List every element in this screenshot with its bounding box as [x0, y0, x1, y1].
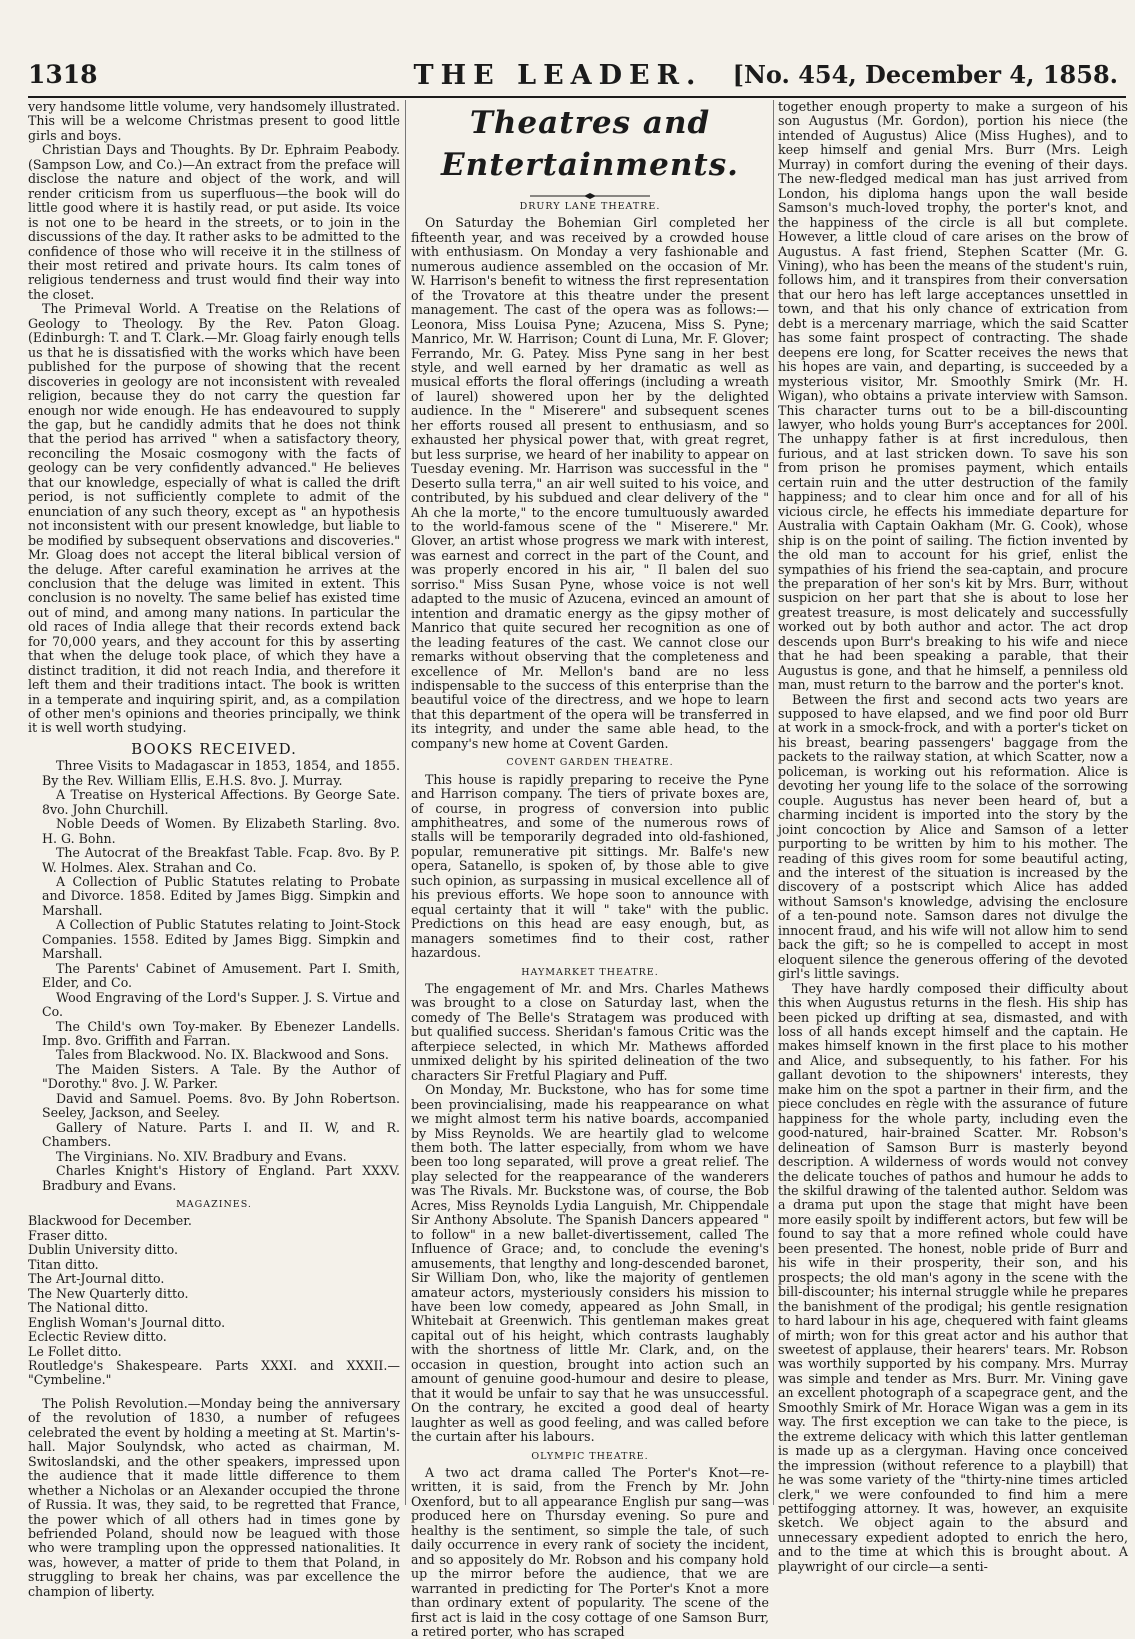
haymarket-heading: HAYMARKET THEATRE. — [521, 966, 659, 978]
magazine-entry: Fraser ditto. — [28, 1227, 108, 1243]
magazine-entry: Routledge's Shakespeare. Parts XXXI. and XXXII.— "Cymbeline." — [28, 1357, 400, 1388]
book-entry: The Virginians. No. XIV. Bradbury and Evans. — [56, 1148, 347, 1164]
masthead — [28, 60, 1128, 100]
book-entry: The Child's own Toy-maker. By Ebenezer Landells. Imp. 8vo. Griffith and Farran. — [42, 1018, 400, 1048]
header-rule — [28, 96, 1126, 98]
olympic-review: A two act drama called The Porter's Knot—re-written, it is said, from the French by Mr. John Oxenford, but to all appearance English pur sang—was produced here on Thursday evening. So pure and healthy is the sentiment, so simple the tale, of such daily occurrence in every rank of society the incident, and so appositely do Mr. Robson and his company hold up the mirror before the audience, that we are warranted in predicting for The Porter's Knot a more than ordinary extent of popularity. The scene of the first act is laid in the cosy cottage of one Samson Burr, a retired porter, who has scraped — [411, 1464, 769, 1639]
magazine-entry: Eclectic Review ditto. — [28, 1329, 167, 1345]
column-divider — [773, 100, 774, 1505]
newspaper-title: THE LEADER. — [413, 60, 703, 91]
magazine-entry: The National ditto. — [28, 1300, 149, 1316]
books-list — [28, 759, 400, 1193]
book-entry: A Collection of Public Statutes relating to Probate and Divorce. 1858. Edited by James Bigg. Simpkin and Marshall. — [42, 874, 400, 918]
page-number: 1318 — [28, 60, 98, 89]
book-entry: Gallery of Nature. Parts I. and II. W, and R. Chambers. — [42, 1119, 400, 1150]
issue-line: [No. 454, December 4, 1858. — [732, 60, 1118, 89]
book-entry: Three Visits to Madagascar in 1853, 1854, and 1855. By the Rev. William Ellis, E.H.S. 8vo. J. Murray. — [42, 758, 400, 788]
book-entry: The Maiden Sisters. A Tale. By the Author of "Dorothy." 8vo. J. W. Parker. — [42, 1061, 400, 1092]
paragraph: very handsome little volume, very handsomely illustrated. This will be a welcome Christmas present to good little girls and boys. — [28, 99, 400, 143]
book-entry: Noble Deeds of Women. By Elizabeth Starling. 8vo. H. G. Bohn. — [42, 816, 400, 846]
covent-garden-review: This house is rapidly preparing to receive the Pyne and Harrison company. The tiers of private boxes are, of course, in progress of conversion into public amphitheatres, and some of the numerous rows of stalls will be temporarily degraded into old-fashioned, popular, remunerative pit sittings. Mr. Balfe's new opera, Satanello, is spoken of, by those able to give such opinion, as surpassing in musical excellence all of his previous efforts. We hope soon to announce with equal certainty that it will " take" with the public. Predictions on this head are easy enough, but, as managers sometimes find to their cost, rather hazardous. — [411, 771, 769, 961]
magazine-entry: The New Quarterly ditto. — [28, 1285, 189, 1301]
magazines-list — [28, 1214, 400, 1387]
ornament-rule — [411, 188, 769, 194]
book-entry: The Parents' Cabinet of Amusement. Part I. Smith, Elder, and Co. — [42, 960, 400, 991]
drury-lane-heading: DRURY LANE THEATRE. — [519, 201, 661, 212]
magazine-entry: English Woman's Journal ditto. — [28, 1314, 226, 1330]
book-entry: David and Samuel. Poems. 8vo. By John Robertson. Seeley, Jackson, and Seeley. — [42, 1090, 400, 1121]
drury-lane-review: On Saturday the Bohemian Girl completed her fifteenth year, and was received by a crowded house with enthusiasm. On Monday a very fashionable and numerous audience assembled on the occasion of Mr. W. Harrison's benefit to witness the first representation of the Trovatore at this theatre under the present management. The cast of the opera was as follows:—Leonora, Miss Louisa Pyne; Azucena, Miss S. Pyne; Manrico, Mr. W. Harrison; Count di Luna, Mr. F. Glover; Ferrando, Mr. G. Patey. Miss Pyne sang in her best style, and well earned by her dramatic as well as musical efforts the floral offerings (including a wreath of laurel) showered upon her by the delighted audience. In the " Miserere" and subsequent scenes her efforts roused all present to enthusiasm, and so exhausted her physical power that, with great regret, but less surprise, we heard of her inability to appear on Tuesday evening. Mr. Harrison was successful in the " Deserto sulla terra," an air well suited to his voice, and contributed, by his subdued and clear delivery of the " Ah che la morte," to the encore tumultuously awarded to the world-famous scene of the " Miserere." Mr. Glover, an artist whose progress we mark with interest, was earnest and correct in the part of the Count, and was properly encored in his air, " Il balen del suo sorriso." Miss Susan Pyne, whose voice is not well adapted to the music of Azucena, evinced an amount of intention and dramatic energy as the gipsy mother of Manrico that quite secured her recognition as one of the leading features of the cast. We cannot close our remarks without observing that the completeness and excellence of Mr. Mellon's band are no less indispensable to the success of this enterprise than the beautiful voice of the directress, and we hope to learn that this department of the opera will be transferred in its integrity, and under the same able head, to the company's new home at Covent Garden. — [411, 215, 769, 751]
olympic-heading: OLYMPIC THEATRE. — [531, 1450, 649, 1462]
column-3 — [778, 99, 1128, 1574]
book-entry: Tales from Blackwood. No. IX. Blackwood and Sons. — [56, 1047, 389, 1063]
haymarket-review: On Monday, Mr. Buckstone, who has for some time been provincialising, made his reappearance on what we might almost term his native boards, accompanied by Miss Reynolds. We are heartily glad to welcome them both. The latter especially, from whom we have been too long separated, will prove a great relief. The play selected for the reappearance of the wanderers was The Rivals. Mr. Buckstone was, of course, the Bob Acres, Miss Reynolds Lydia Languish, Mr. Chippendale Sir Anthony Absolute. The Spanish Dancers appeared " to follow" in a new ballet-divertissement, called The Influence of Grace; and, to conclude the evening's amusements, that lengthy and long-descended baronet, Sir William Don, who, like the majority of gentlemen amateur actors, mysteriously considers his mission to have been low comedy, appeared as John Small, in Whitebait at Greenwich. This gentleman makes great capital out of his height, which contrasts laughably with the shortness of little Mr. Clark, and, on the occasion in question, brought into action such an amount of genuine good-humour and desire to please, that it would be unfair to say that he was unsuccessful. On the contrary, he excited a good deal of hearty laughter as well as good feeling, and was called before the curtain after his labours. — [411, 1082, 769, 1445]
polish-revolution-article: The Polish Revolution.—Monday being the anniversary of the revolution of 1830, a number of refugees celebrated the event by holding a meeting at St. Martin's-hall. Major Soulyndsk, who acted as chairman, M. Switoslandski, and the other speakers, impressed upon the audience that it made little difference to them whether a Nicholas or an Alexander occupied the throne of Russia. It was, they said, to be regretted that France, the power which of all others had in times gone by befriended Poland, should now be leagued with those who were trampling upon the oppressed nationalities. It was, however, a matter of pride to them that Poland, in struggling to break her chains, was par excellence the champion of liberty. — [28, 1395, 400, 1599]
book-entry: Wood Engraving of the Lord's Supper. J. S. Virtue and Co. — [42, 989, 400, 1020]
book-entry: A Collection of Public Statutes relating to Joint-Stock Companies. 1558. Edited by James Bigg. Simpkin and Marshall. — [42, 917, 400, 962]
column-1 — [28, 99, 400, 1599]
olympic-review-continued: together enough property to make a surgeon of his son Augustus (Mr. Gordon), portion his niece (the intended of Augustus) Alice (Miss Hughes), and to keep himself and genial Mrs. Burr (Mrs. Leigh Murray) in comfort during the evening of their days. The new-fledged medical man has just arrived from London, his diploma hangs upon the wall beside Samson's much-loved trophy, the porter's knot, and the happiness of the circle is all but complete. However, a little cloud of care arises on the brow of Augustus. A fast friend, Stephen Scatter (Mr. G. Vining), who has been the means of the student's ruin, follows him, and it transpires from their conversation that our hero has left large acceptances unsettled in town, and that his only chance of extrication from debt is a mercenary marriage, which the said Scatter has some faint prospect of contracting. The shade deepens ere long, for Scatter receives the news that his hopes are vain, and departing, is succeeded by a mysterious visitor, Mr. Smoothly Smirk (Mr. H. Wigan), who obtains a private interview with Samson. This character turns out to be a bill-discounting lawyer, who holds young Burr's acceptances for 200l. The unhappy father is at first incredulous, then furious, and at last stricken down. To save his son from prison he promises payment, which entails certain ruin and the utter destruction of the family happiness; and to clear him once and for all of his vicious circle, he effects his immediate departure for Australia with Captain Oakham (Mr. G. Cook), whose ship is on the point of sailing. The fiction invented by the old man to account for his grief, enlist the sympathies of his friend the sea-captain, and procure the preparation of her son's kit by Mrs. Burr, without suspicion on her part that she is about to lose her greatest treasure, is most delicately and successfully worked out by both author and actor. The act drop descends upon Burr's breaking to his wife and niece that he had been speaking a parable, that their Augustus is gone, and that he himself, a penniless old man, must return to the barrow and the porter's knot. — [778, 99, 1128, 693]
magazine-entry: Dublin University ditto. — [28, 1242, 179, 1258]
book-entry: Charles Knight's History of England. Part XXXV. Bradbury and Evans. — [42, 1163, 400, 1193]
column-divider — [405, 100, 406, 1505]
review-primeval-world: The Primeval World. A Treatise on the Relations of Geology to Theology. By the Rev. Paton Gloag. (Edinburgh: T. and T. Clark.—Mr. Gloag fairly enough tells us that he is dissatisfied with the works which have been published for the purpose of showing that the recent discoveries in geology are not inconsistent with revealed religion, because they do not carry the question far enough nor wide enough. He has endeavoured to supply the gap, but he candidly admits that he does not think that the period has arrived " when a satisfactory theory, reconciling the Mosaic cosmogony with the facts of geology can be very confidently advanced." He believes that our knowledge, especially of what is called the drift period, is not sufficiently complete to admit of the enunciation of any such theory, except as " an hypothesis not inconsistent with our present knowledge, but liable to be modified by subsequent observations and discoveries." Mr. Gloag does not accept the literal biblical version of the deluge. After careful examination he arrives at the conclusion that the deluge was limited in extent. This conclusion is no novelty. The same belief has existed time out of mind, and among many nations. In particular the old races of India allege that their records extend back for 70,000 years, and they account for this by asserting that when the deluge took place, of which they have a distinct tradition, it did not reach India, and therefore it left them and their traditions intact. The book is written in a temperate and inquiring spirit, and, as a compilation of other men's opinions and theories principally, we think it is well worth studying. — [28, 301, 400, 736]
magazine-entry: Blackwood for December. — [28, 1213, 192, 1229]
covent-garden-heading: COVENT GARDEN THEATRE. — [506, 757, 674, 769]
magazine-entry: Le Follet ditto. — [28, 1343, 122, 1359]
olympic-review-continued: They have hardly composed their difficulty about this when Augustus returns in the flesh. His ship has been picked up drifting at sea, dismasted, and with loss of all hands except himself and the captain. He makes himself known in the first place to his mother and Alice, and subsequently, to his father. For his gallant devotion to the shipowners' interests, they make him on the spot a partner in their firm, and the piece concludes en règle with the assurance of future happiness for the whole party, including even the good-natured, hair-brained Scatter. Mr. Robson's delineation of Samson Burr is masterly beyond description. A wilderness of words would not convey the delicate touches of pathos and humour he adds to the skilful drawing of the talented author. Seldom was a drama put upon the stage that might have been more easily spoilt by indifferent actors, but few will be found to say that a more refined whole could have been presented. The honest, noble pride of Burr and his wife in their prosperity, their son, and his prospects; the old man's agony in the scene with the bill-discounter; his internal struggle while he prepares the banishment of the prodigal; his gentle resignation to hard labour in his age, chequered with faint gleams of mirth; won for this great actor and his author that sweetest of applause, their hearers' tears. Mr. Robson was worthily supported by his company. Mrs. Murray was simple and tender as Mrs. Burr. Mr. Vining gave an excellent photograph of a scapegrace gent, and the Smoothly Smirk of Mr. Horace Wigan was a gem in its way. The first exception we can take to the piece, is the extreme delicacy with which this latter gentleman is made up as a clergyman. Having once conceived the impression (without reference to a playbill) that he was some variety of the "thirty-nine times articled clerk," we were confounded to find him a mere pettifogging attorney. It was, however, an exquisite sketch. We object again to the absurd and unnecessary expedient adopted to enrich the hero, and to the time at which this is brought about. A playwright of our circle—a senti- — [778, 980, 1128, 1574]
book-entry: The Autocrat of the Breakfast Table. Fcap. 8vo. By P. W. Holmes. Alex. Strahan and Co. — [42, 845, 400, 875]
ornament-rule-icon — [530, 193, 650, 199]
magazine-entry: Titan ditto. — [28, 1256, 99, 1272]
magazines-heading: MAGAZINES. — [176, 1198, 252, 1210]
section-title: Theatres and Entertainments. — [441, 105, 739, 183]
review-christian-days: Christian Days and Thoughts. By Dr. Ephraim Peabody. (Sampson Low, and Co.)—An extract from the preface will disclose the nature and object of the work, and will render criticism from us superfluous—the book will do little good where it is hastily read, or put aside. Its voice is not one to be heard in the streets, or to join in the discussions of the day. It rather asks to be admitted to the confidence of those who will receive it in the stillness of their most retired and private hours. Its calm tones of religious tenderness and trust would find their way into the closet. — [28, 142, 400, 302]
haymarket-review: The engagement of Mr. and Mrs. Charles Mathews was brought to a close on Saturday last, when the comedy of The Belle's Stratagem was produced with but qualified success. Sheridan's famous Critic was the afterpiece selected, in which Mr. Mathews afforded unmixed delight by his spirited delineation of the two characters Sir Fretful Plagiary and Puff. — [411, 981, 769, 1083]
magazine-entry: The Art-Journal ditto. — [28, 1271, 165, 1287]
column-2 — [411, 100, 769, 1639]
books-received-heading: BOOKS RECEIVED. — [131, 739, 297, 758]
olympic-review-continued: Between the first and second acts two years are supposed to have elapsed, and we find poor old Burr at work in a smock-frock, and with a porter's ticket on his breast, bearing passengers' baggage from the packets to the railway station, at which Scatter, now a policeman, is working out his reformation. Alice is devoting her young life to the solace of the sorrowing couple. Augustus has never been heard of, but a charming incident is imported into the story by the joint concoction by Alice and Samson of a letter purporting to be written by him to his mother. The reading of this gives room for some beautiful acting, and the interest of the situation is increased by the discovery of a postscript which Alice has added without Samson's knowledge, advising the enclosure of a ten-pound note. Samson dares not divulge the innocent fraud, and his wife will not allow him to send back the gift; so he is compelled to accept in most eloquent silence the generous offering of the devoted girl's little savings. — [778, 691, 1128, 982]
book-entry: A Treatise on Hysterical Affections. By George Sate. 8vo. John Churchill. — [42, 787, 400, 817]
